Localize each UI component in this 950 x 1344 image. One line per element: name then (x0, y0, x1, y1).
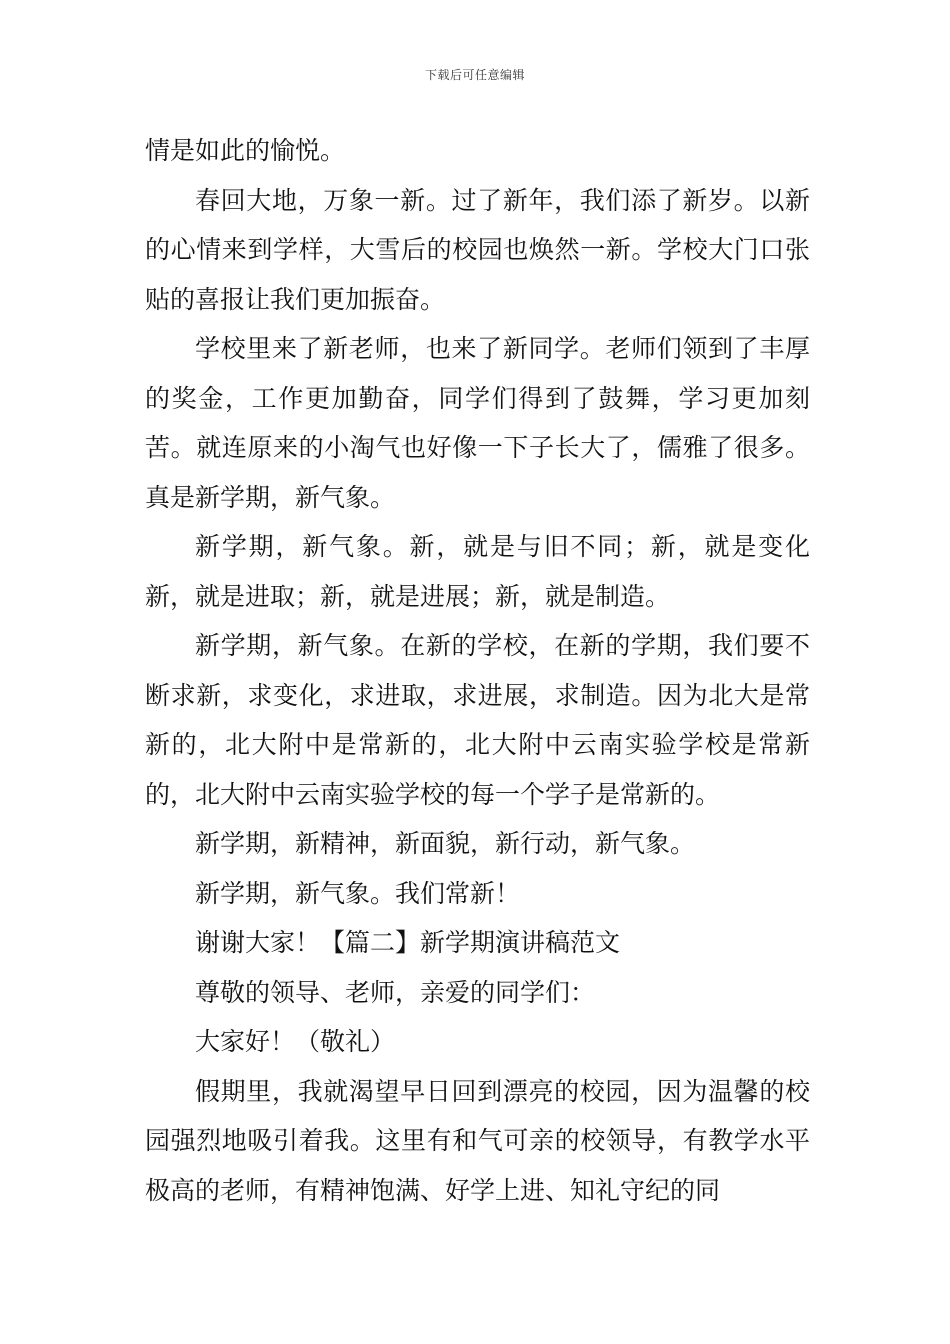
paragraph: 谢谢大家！【篇二】新学期演讲稿范文 (195, 928, 621, 957)
paragraph: 新学期，新气象。我们常新！ (195, 878, 521, 908)
paragraph: 新学期，新精神，新面貌，新行动，新气象。 (195, 829, 696, 858)
document-body (145, 126, 810, 1215)
page-header: 下载后可任意编辑 (424, 68, 525, 82)
paragraph: 尊敬的领导、老师，亲爱的同学们： (195, 977, 596, 1007)
paragraph: 情是如此的愉悦。 (145, 136, 346, 165)
paragraph: 春回大地，万象一新。过了新年，我们添了新岁。以新的心情来到学样，大雪后的校园也焕然一新。学校大门口张贴的喜报让我们更加振奋。 (145, 185, 810, 314)
paragraph: 大家好！（敬礼） (195, 1027, 396, 1056)
paragraph: 学校里来了新老师，也来了新同学。老师们领到了丰厚的奖金，工作更加勤奋，同学们得到了鼓舞，学习更加刻苦。就连原来的小淘气也好像一下子长大了，儒雅了很多。真是新学期，新气象。 (145, 334, 810, 512)
paragraph: 新学期，新气象。新，就是与旧不同；新，就是变化新，就是进取；新，就是进展；新，就是制造。 (145, 532, 810, 611)
paragraph: 新学期，新气象。在新的学校，在新的学期，我们要不断求新，求变化，求进取，求进展，求制造。因为北大是常新的，北大附中是常新的，北大附中云南实验学校是常新的，北大附中云南实验学校的每一个学子是常新的。 (145, 631, 810, 809)
paragraph: 假期里，我就渴望早日回到漂亮的校园，因为温馨的校园强烈地吸引着我。这里有和气可亲的校领导，有教学水平极高的老师，有精神饱满、好学上进、知礼守纪的同 (145, 1076, 810, 1205)
